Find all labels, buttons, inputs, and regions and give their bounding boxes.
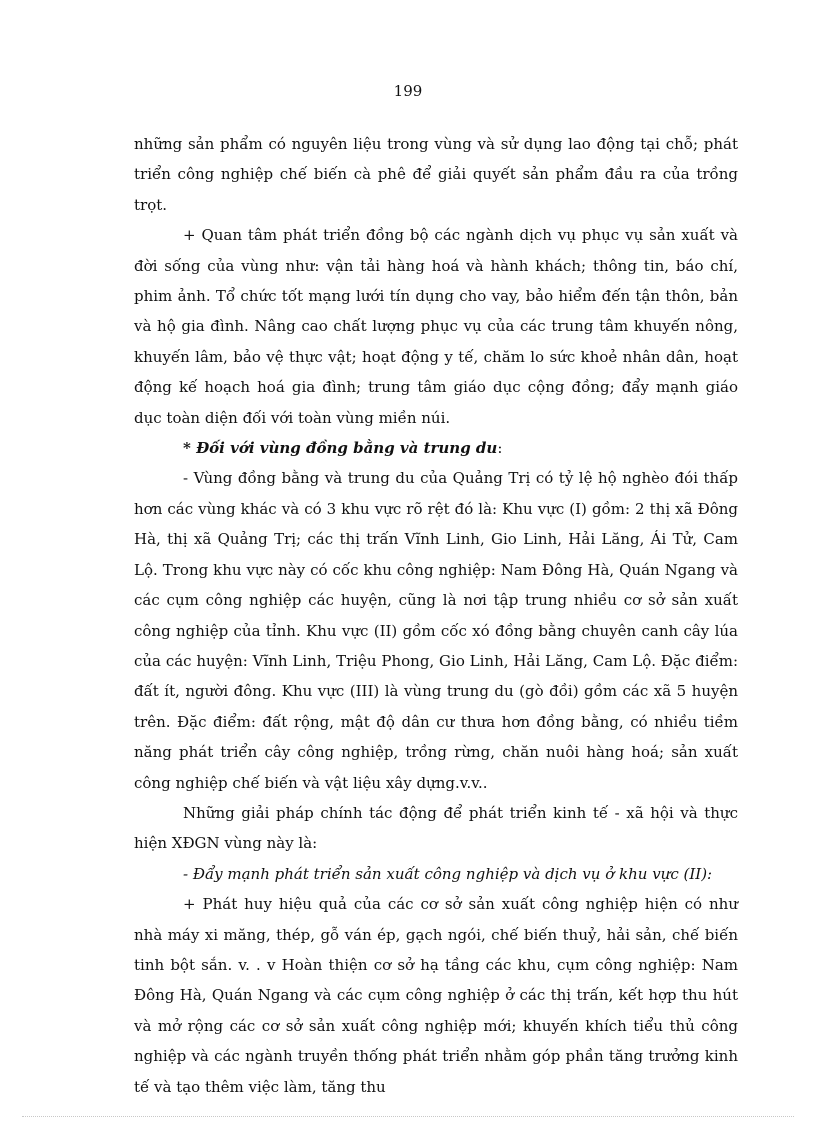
- page-body: [134, 129, 738, 1102]
- section-heading-text: * Đối với vùng đồng bằng và trung du: [183, 439, 498, 458]
- section-heading-colon: :: [497, 439, 503, 458]
- section-heading: [134, 433, 738, 463]
- page-number: 199: [393, 82, 423, 100]
- subheading-italic: - Đẩy mạnh phát triển sản xuất công nghiệp và dịch vụ ở khu vực (II):: [183, 864, 713, 883]
- paragraph-4: Những giải pháp chính tác động để phát triển kinh tế - xã hội và thực hiện XĐGN vùng này là:: [134, 803, 738, 853]
- page-bottom-divider: [22, 1116, 794, 1117]
- paragraph-1: những sản phẩm có nguyên liệu trong vùng và sử dụng lao động tại chỗ; phát triển công nghiệp chế biến cà phê để giải quyết sản phẩm đầu ra của trồng trọt.: [134, 135, 738, 214]
- paragraph-5: + Phát huy hiệu quả của các cơ sở sản xuất công nghiệp hiện có như nhà máy xi măng, thép, gỗ ván ép, gạch ngói, chế biến thuỷ, hải sản, chế biến tinh bột sắn. v. . v Hoàn thiện cơ sở hạ tầng các khu, cụm công nghiệp: Nam Đông Hà, Quán Ngang và các cụm công nghiệp ở các thị trấn, kết hợp thu hút và mở rộng các cơ sở sản xuất công nghiệp mới; khuyến khích tiểu thủ công nghiệp và các ngành truyền thống phát triển nhằm góp phần tăng trưởng kinh tế và tạo thêm việc làm, tăng thu: [134, 895, 738, 1096]
- paragraph-2: + Quan tâm phát triển đồng bộ các ngành dịch vụ phục vụ sản xuất và đời sống của vùng như: vận tải hàng hoá và hành khách; thông tin, báo chí, phim ảnh. Tổ chức tốt mạng lưới tín dụng cho vay, bảo hiểm đến tận thôn, bản và hộ gia đình. Nâng cao chất lượng phục vụ của các trung tâm khuyến nông, khuyến lâm, bảo vệ thực vật; hoạt động y tế, chăm lo sức khoẻ nhân dân, hoạt động kế hoạch hoá gia đình; trung tâm giáo dục cộng đồng; đẩy mạnh giáo dục toàn diện đối với toàn vùng miền núi.: [134, 226, 738, 427]
- paragraph-3: - Vùng đồng bằng và trung du của Quảng Trị có tỷ lệ hộ nghèo đói thấp hơn các vùng khác và có 3 khu vực rõ rệt đó là: Khu vực (I) gồm: 2 thị xã Đông Hà, thị xã Quảng Trị; các thị trấn Vĩnh Linh, Gio Linh, Hải Lăng, Ái Tử, Cam Lộ. Trong khu vực này có cốc khu công nghiệp: Nam Đông Hà, Quán Ngang và các cụm công nghiệp các huyện, cũng là nơi tập trung nhiều cơ sở sản xuất công nghiệp của tỉnh. Khu vực (II) gồm cốc xó đồng bằng chuyên canh cây lúa của các huyện: Vĩnh Linh, Triệu Phong, Gio Linh, Hải Lăng, Cam Lộ. Đặc điểm: đất ít, người đông. Khu vực (III) là vùng trung du (gò đồi) gồm các xã 5 huyện trên. Đặc điểm: đất rộng, mật độ dân cư thưa hơn đồng bằng, có nhiều tiềm năng phát triển cây công nghiệp, trồng rừng, chăn nuôi hàng hoá; sản xuất công nghiệp chế biến và vật liệu xây dựng.v.v..: [134, 469, 738, 792]
